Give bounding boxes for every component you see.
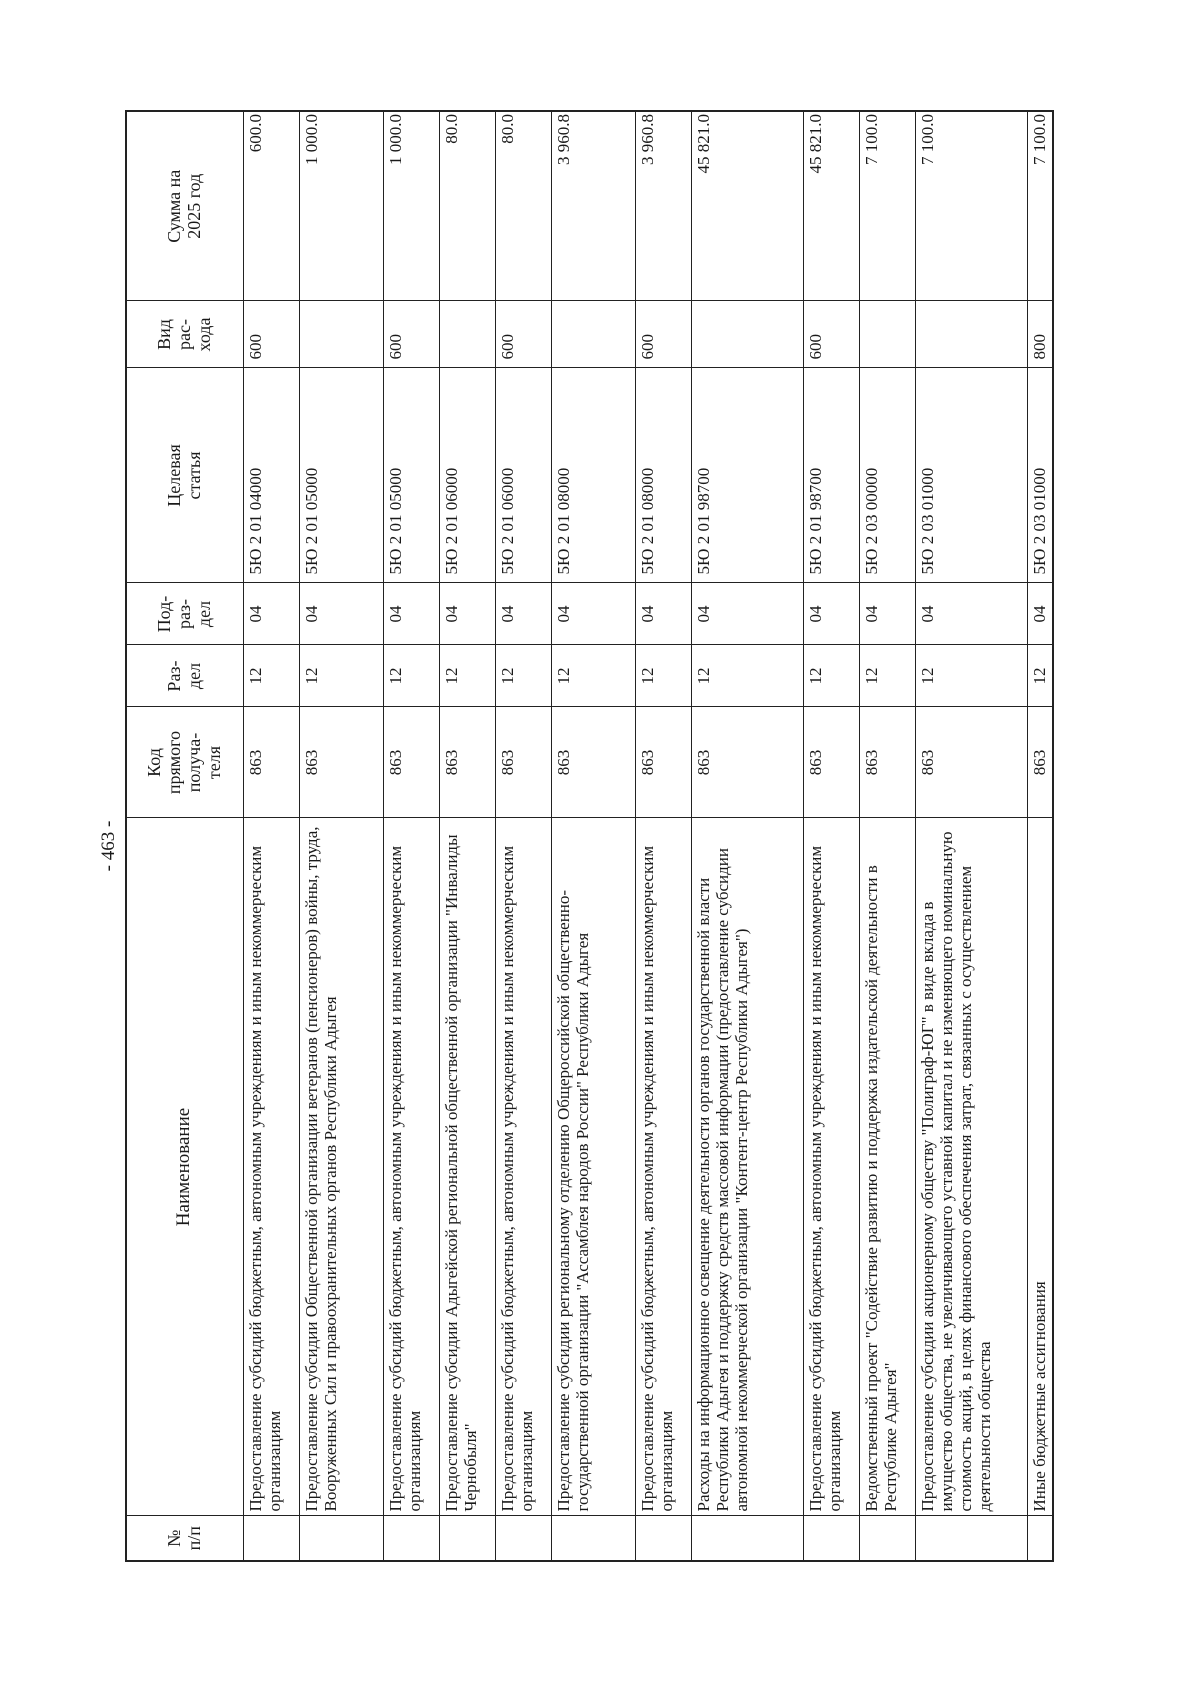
budget-table-container bbox=[125, 112, 1049, 1562]
cell-expense-type: 600 bbox=[495, 301, 551, 368]
cell-expense-type: 600 bbox=[243, 301, 299, 368]
cell-no bbox=[439, 1516, 495, 1561]
header-expense-type: Вид рас- хода bbox=[126, 301, 243, 368]
cell-target-article: 5Ю 2 01 08000 bbox=[551, 368, 635, 583]
table-row bbox=[1027, 111, 1053, 1561]
cell-recipient-code: 863 bbox=[691, 707, 803, 818]
table-row bbox=[803, 111, 859, 1561]
cell-sum: 80.0 bbox=[439, 111, 495, 301]
cell-sum: 3 960.8 bbox=[551, 111, 635, 301]
cell-section: 12 bbox=[243, 645, 299, 707]
table-row bbox=[495, 111, 551, 1561]
cell-section: 12 bbox=[495, 645, 551, 707]
cell-recipient-code: 863 bbox=[551, 707, 635, 818]
cell-subsection: 04 bbox=[299, 583, 383, 645]
cell-name: Предоставление субсидий бюджетным, автономным учреждениям и иным некоммерческим организациям bbox=[383, 818, 439, 1516]
cell-target-article: 5Ю 2 03 01000 bbox=[915, 368, 1027, 583]
table-row bbox=[439, 111, 495, 1561]
cell-expense-type bbox=[915, 301, 1027, 368]
cell-recipient-code: 863 bbox=[383, 707, 439, 818]
cell-name: Предоставление субсидий бюджетным, автономным учреждениям и иным некоммерческим организациям bbox=[635, 818, 691, 1516]
cell-name: Предоставление субсидии акционерному обществу "Полиграф-ЮГ" в виде вклада в имущество общества, не увеличивающего уставной капитал и не изменяющего номинальную стоимость акций, в целях финансового обеспечения затрат, связанных с осуществлением деятельности общества bbox=[915, 818, 1027, 1516]
cell-recipient-code: 863 bbox=[803, 707, 859, 818]
cell-sum: 80.0 bbox=[495, 111, 551, 301]
cell-sum: 7 100.0 bbox=[915, 111, 1027, 301]
cell-section: 12 bbox=[1027, 645, 1053, 707]
cell-sum: 1 000.0 bbox=[383, 111, 439, 301]
cell-section: 12 bbox=[803, 645, 859, 707]
cell-section: 12 bbox=[551, 645, 635, 707]
cell-expense-type bbox=[299, 301, 383, 368]
cell-expense-type bbox=[859, 301, 915, 368]
cell-no bbox=[691, 1516, 803, 1561]
page-number: - 463 - bbox=[98, 820, 119, 872]
cell-sum: 45 821.0 bbox=[803, 111, 859, 301]
cell-section: 12 bbox=[859, 645, 915, 707]
cell-expense-type bbox=[551, 301, 635, 368]
cell-sum: 7 100.0 bbox=[859, 111, 915, 301]
cell-sum: 7 100.0 bbox=[1027, 111, 1053, 301]
cell-expense-type bbox=[691, 301, 803, 368]
cell-section: 12 bbox=[299, 645, 383, 707]
table-row bbox=[551, 111, 635, 1561]
cell-name: Иные бюджетные ассигнования bbox=[1027, 818, 1053, 1516]
cell-section: 12 bbox=[915, 645, 1027, 707]
cell-subsection: 04 bbox=[243, 583, 299, 645]
table-row bbox=[915, 111, 1027, 1561]
cell-target-article: 5Ю 2 01 05000 bbox=[299, 368, 383, 583]
cell-subsection: 04 bbox=[859, 583, 915, 645]
table-header-row bbox=[126, 111, 243, 1561]
header-target-article: Целевая статья bbox=[126, 368, 243, 583]
cell-sum: 45 821.0 bbox=[691, 111, 803, 301]
cell-name: Ведомственный проект "Содействие развитию и поддержка издательской деятельности в Республике Адыгея" bbox=[859, 818, 915, 1516]
cell-expense-type: 600 bbox=[803, 301, 859, 368]
cell-recipient-code: 863 bbox=[1027, 707, 1053, 818]
cell-target-article: 5Ю 2 01 06000 bbox=[495, 368, 551, 583]
cell-sum: 3 960.8 bbox=[635, 111, 691, 301]
cell-section: 12 bbox=[383, 645, 439, 707]
cell-name: Предоставление субсидии Общественной организации ветеранов (пенсионеров) войны, труда, Вооруженных Сил и правоохранительных органов Республики Адыгея bbox=[299, 818, 383, 1516]
cell-target-article: 5Ю 2 01 98700 bbox=[691, 368, 803, 583]
cell-name: Предоставление субсидий бюджетным, автономным учреждениям и иным некоммерческим организациям bbox=[495, 818, 551, 1516]
cell-subsection: 04 bbox=[635, 583, 691, 645]
cell-subsection: 04 bbox=[383, 583, 439, 645]
table-row bbox=[383, 111, 439, 1561]
cell-recipient-code: 863 bbox=[635, 707, 691, 818]
header-no: № п/п bbox=[126, 1516, 243, 1561]
cell-expense-type bbox=[439, 301, 495, 368]
cell-no bbox=[1027, 1516, 1053, 1561]
cell-expense-type: 600 bbox=[383, 301, 439, 368]
cell-subsection: 04 bbox=[915, 583, 1027, 645]
cell-no bbox=[915, 1516, 1027, 1561]
budget-table bbox=[125, 110, 1054, 1562]
cell-no bbox=[859, 1516, 915, 1561]
cell-recipient-code: 863 bbox=[243, 707, 299, 818]
cell-no bbox=[383, 1516, 439, 1561]
header-section: Раз- дел bbox=[126, 645, 243, 707]
cell-target-article: 5Ю 2 01 05000 bbox=[383, 368, 439, 583]
cell-no bbox=[635, 1516, 691, 1561]
cell-no bbox=[243, 1516, 299, 1561]
cell-name: Предоставление субсидий бюджетным, автономным учреждениям и иным некоммерческим организациям bbox=[803, 818, 859, 1516]
cell-recipient-code: 863 bbox=[859, 707, 915, 818]
table-row bbox=[243, 111, 299, 1561]
header-subsection: Под- раз- дел bbox=[126, 583, 243, 645]
table-row bbox=[635, 111, 691, 1561]
cell-subsection: 04 bbox=[1027, 583, 1053, 645]
cell-sum: 600.0 bbox=[243, 111, 299, 301]
cell-target-article: 5Ю 2 03 00000 bbox=[859, 368, 915, 583]
cell-name: Расходы на информационное освещение деятельности органов государственной власти Республики Адыгея и поддержку средств массовой информации (предоставление субсидии автономной некоммерческой организации "Контент-центр Республики Адыгея") bbox=[691, 818, 803, 1516]
cell-section: 12 bbox=[635, 645, 691, 707]
cell-expense-type: 600 bbox=[635, 301, 691, 368]
table-row bbox=[299, 111, 383, 1561]
cell-expense-type: 800 bbox=[1027, 301, 1053, 368]
cell-no bbox=[299, 1516, 383, 1561]
table-row bbox=[691, 111, 803, 1561]
cell-no bbox=[495, 1516, 551, 1561]
header-name: Наименование bbox=[126, 818, 243, 1516]
cell-subsection: 04 bbox=[495, 583, 551, 645]
cell-subsection: 04 bbox=[439, 583, 495, 645]
header-sum-2025: Сумма на 2025 год bbox=[126, 111, 243, 301]
cell-recipient-code: 863 bbox=[439, 707, 495, 818]
cell-recipient-code: 863 bbox=[299, 707, 383, 818]
cell-subsection: 04 bbox=[803, 583, 859, 645]
cell-section: 12 bbox=[691, 645, 803, 707]
cell-name: Предоставление субсидии Адыгейской региональной общественной организации "Инвалиды Чернобыля" bbox=[439, 818, 495, 1516]
cell-target-article: 5Ю 2 01 08000 bbox=[635, 368, 691, 583]
cell-subsection: 04 bbox=[551, 583, 635, 645]
cell-name: Предоставление субсидии региональному отделению Общероссийской общественно-государственной организации "Ассамблея народов России" Республики Адыгея bbox=[551, 818, 635, 1516]
cell-target-article: 5Ю 2 03 01000 bbox=[1027, 368, 1053, 583]
cell-target-article: 5Ю 2 01 04000 bbox=[243, 368, 299, 583]
cell-target-article: 5Ю 2 01 98700 bbox=[803, 368, 859, 583]
cell-recipient-code: 863 bbox=[915, 707, 1027, 818]
cell-subsection: 04 bbox=[691, 583, 803, 645]
cell-recipient-code: 863 bbox=[495, 707, 551, 818]
budget-table-rotated bbox=[125, 112, 1049, 1562]
cell-name: Предоставление субсидий бюджетным, автономным учреждениям и иным некоммерческим организациям bbox=[243, 818, 299, 1516]
cell-no bbox=[551, 1516, 635, 1561]
cell-section: 12 bbox=[439, 645, 495, 707]
table-body bbox=[243, 111, 1053, 1561]
header-recipient-code: Код прямого получа- теля bbox=[126, 707, 243, 818]
table-row bbox=[859, 111, 915, 1561]
cell-sum: 1 000.0 bbox=[299, 111, 383, 301]
cell-target-article: 5Ю 2 01 06000 bbox=[439, 368, 495, 583]
cell-no bbox=[803, 1516, 859, 1561]
